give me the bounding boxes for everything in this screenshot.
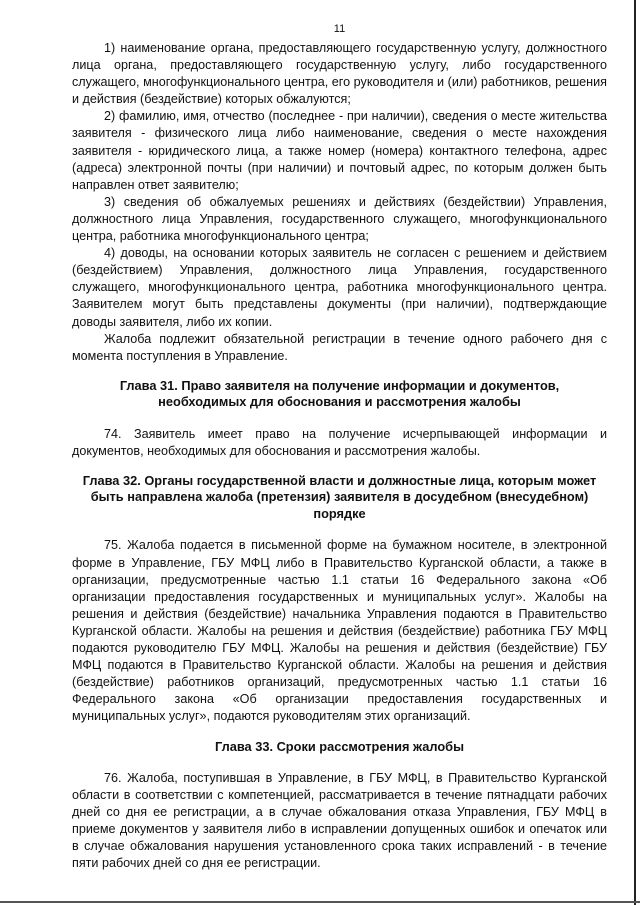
chapter-32-heading: Глава 32. Органы государственной власти и должностные лица, которым может быть направлена жалоба (претензия) заявителя в досудебном (внесудебном) порядке [82,472,597,521]
paragraph-76: 76. Жалоба, поступившая в Управление, в ГБУ МФЦ, в Правительство Курганской области в соответствии с компетенцией, рассматривается в течение пятнадцати рабочих дней со дня ее регистрации, а в случае обжалования отказа Управления, ГБУ МФЦ в приеме документов у заявителя либо в исправлении допущенных ошибок и опечаток или в случае обжалования нарушения установленного срока таких исправлений - в течение пяти рабочих дней со дня ее регистрации. [72,771,607,871]
document-page [72,22,607,873]
list-item-1: 1) наименование органа, предоставляющего государственную услугу, должностного лица органа, предоставляющего государственную услугу, либо государственного служащего, многофункционального центра, его руководителя и (или) работников, решения и действия (бездействие) которых обжалуются; [72,41,607,107]
scan-edge-bottom [0,901,640,903]
page-number: 11 [333,23,346,35]
spacer [72,755,607,770]
spacer [72,411,607,426]
list-item-2: 2) фамилию, имя, отчество (последнее - при наличии), сведения о месте жительства заявителя - физического лица либо наименование, сведения о месте нахождения заявителя - юридического лица, а также номер (номера) контактного телефона, адрес (адреса) электронной почты (при наличии) и почтовый адрес, по которым должен быть направлен ответ заявителю; [72,109,607,192]
scan-edge-right [634,0,636,905]
list-item-3: 3) сведения об обжалуемых решениях и действиях (бездействии) Управления, должностного лица Управления, государственного служащего, многофункционального центра, работника многофункционального центра; [72,194,607,244]
spacer [72,522,607,537]
spacer [72,726,607,739]
spacer [72,460,607,473]
paragraph-75: 75. Жалоба подается в письменной форме на бумажном носителе, в электронной форме в Управление, ГБУ МФЦ либо в Правительство Курганской области, а также в организации, предусмотренные частью 1.1 статьи 16 Федерального закона «Об организации предоставления государственных и муниципальных услуг». Жалобы на решения и действия (бездействие) начальника Управления подаются в Правительство Курганской области. Жалобы на решения и действия (бездействие) работника ГБУ МФЦ подаются руководителю ГБУ МФЦ. Жалобы на решения и действия (бездействие) ГБУ МФЦ подаются в Правительство Курганской области. Жалобы на решения и действия (бездействие) работников организаций, предусмотренных частью 1.1 статьи 16 Федерального закона «Об организации предоставления государственных и муниципальных услуг», подаются руководителям этих организаций. [72,538,607,724]
list-item-4: 4) доводы, на основании которых заявитель не согласен с решением и действием (бездействием) Управления, должностного лица Управления, государственного служащего, многофункционального центра, работника многофункционального центра. Заявителем могут быть представлены документы (при наличии), подтверждающие доводы заявителя, либо их копии. [72,246,607,329]
registration-paragraph: Жалоба подлежит обязательной регистрации в течение одного рабочего дня с момента поступления в Управление. [72,331,607,363]
paragraph-74: 74. Заявитель имеет право на получение исчерпывающей информации и документов, необходимых для обоснования и рассмотрения жалобы. [72,426,607,458]
spacer [72,365,607,378]
chapter-31-heading: Глава 31. Право заявителя на получение информации и документов, необходимых для обоснования и рассмотрения жалобы [119,377,560,410]
chapter-33-heading: Глава 33. Сроки рассмотрения жалобы [214,738,465,754]
